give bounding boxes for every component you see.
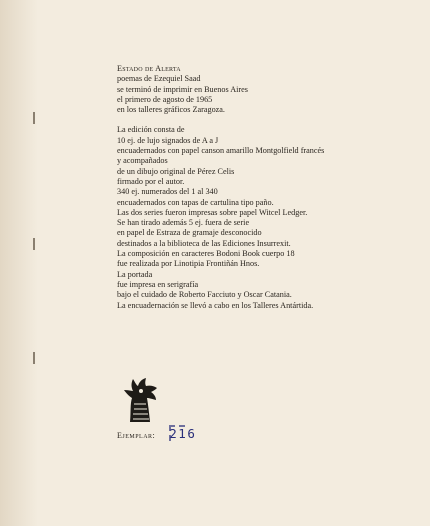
colophon-line: en papel de Estraza de gramaje desconocido	[117, 228, 262, 238]
colophon-line: bajo el cuidado de Roberto Facciuto y Oscar Catania.	[117, 290, 292, 300]
colophon-line: encuadernados con tapas de cartulina tipo paño.	[117, 197, 274, 207]
colophon-line: firmado por el autor.	[117, 176, 185, 186]
book-title: Estado de Alerta	[117, 64, 181, 73]
copy-number-row	[117, 426, 196, 444]
copy-label: Ejemplar:	[117, 431, 156, 440]
colophon-line: 10 ej. de lujo signados de A a J	[117, 135, 219, 145]
colophon-text	[117, 64, 407, 311]
colophon-line: destinados a la biblioteca de las Ediciones Insurrexit.	[117, 238, 291, 248]
colophon-line: La encuadernación se llevó a cabo en los Talleres Antártida.	[117, 300, 314, 310]
colophon-line: fue realizada por Linotipia Frontiñán Hnos.	[117, 259, 260, 269]
colophon-line: poemas de Ezequiel Saad	[117, 74, 201, 84]
colophon-line: el primero de agosto de 1965	[117, 94, 213, 104]
colophon-line: fue impresa en serigrafía	[117, 279, 199, 289]
binding-stitch	[33, 238, 35, 250]
colophon-line: en los talleres gráficos Zaragoza.	[117, 105, 225, 115]
binding-stitch	[33, 352, 35, 364]
binding-stitch	[33, 112, 35, 124]
colophon-line: encuadernados con papel canson amarillo Montgolfield francés	[117, 146, 325, 156]
colophon-line: de un dibujo original de Pérez Celis	[117, 166, 235, 176]
colophon-line: se terminó de imprimir en Buenos Aires	[117, 84, 248, 94]
colophon-line: Se han tirado además 5 ej. fuera de serie	[117, 218, 250, 228]
colophon-line: La edición consta de	[117, 125, 185, 135]
copy-number-stamp: 216	[169, 426, 197, 441]
colophon-line: La portada	[117, 269, 153, 279]
colophon-line: 340 ej. numerados del 1 al 340	[117, 187, 218, 197]
colophon-line: Las dos series fueron impresas sobre papel Witcel Ledger.	[117, 207, 308, 217]
dragon-head-printer-mark-icon	[120, 376, 164, 424]
colophon-line: y acompañados	[117, 156, 168, 166]
colophon-line: La composición en caracteres Bodoni Book cuerpo 18	[117, 249, 295, 259]
